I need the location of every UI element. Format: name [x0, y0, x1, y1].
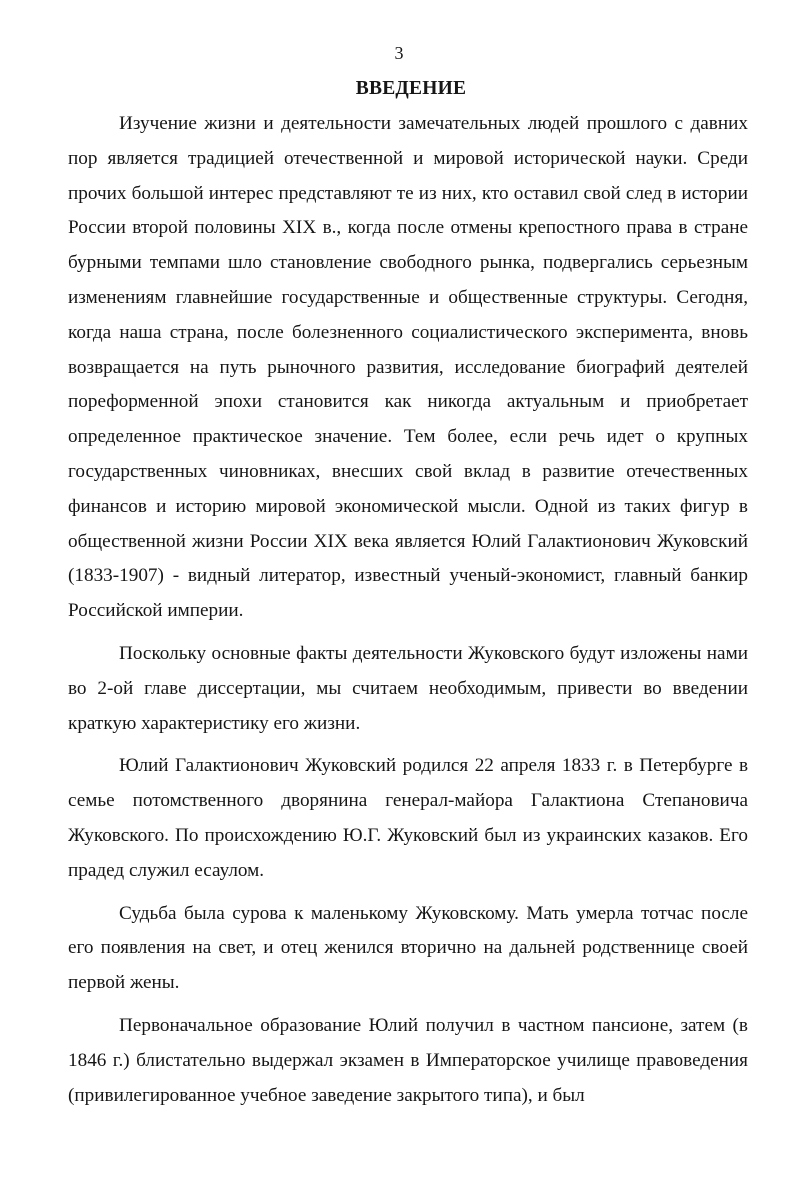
paragraph-gap	[68, 889, 748, 897]
section-heading: ВВЕДЕНИЕ	[355, 78, 467, 99]
paragraph: Поскольку основные факты деятельности Жуковского будут изложены нами во 2-ой главе диссертации, мы считаем необходимым, привести во введении краткую характеристику его жизни.	[68, 642, 748, 734]
paragraph-gap	[68, 1001, 748, 1009]
paragraph: Изучение жизни и деятельности замечательных людей прошлого с давних пор является традицией отечественной и мировой исторической науки. Среди прочих большой интерес представляют те из них, кто оставил свой след в истории России второй половины XIX в., когда после отмены крепостного права в стране бурными темпами шло становление свободного рынка, подвергались серьезным изменениям главнейшие государственные и общественные структуры. Сегодня, когда наша страна, после болезненного социалистического эксперимента, вновь возвращается на путь рыночного развития, исследование биографий деятелей пореформенной эпохи становится как никогда актуальным и приобретает определенное практическое значение. Тем более, если речь идет о крупных государственных чиновниках, внесших свой вклад в развитие отечественных финансов и историю мировой экономической мысли. Одной из таких фигур в общественной жизни России XIX века является Юлий Галактионович Жуковский (1833-1907) - видный литератор, известный ученый-экономист, главный банкир Российской империи.	[68, 113, 748, 622]
paragraph: Первоначальное образование Юлий получил в частном пансионе, затем (в 1846 г.) блистательно выдержал экзамен в Императорское училище правоведения (привилегированное учебное заведение закрытого типа), и был	[68, 1014, 748, 1106]
paragraph: Судьба была сурова к маленькому Жуковскому. Мать умерла тотчас после его появления на свет, и отец женился вторично на дальней родственнице своей первой жены.	[68, 902, 748, 994]
page-number: 3	[394, 43, 404, 63]
body-text	[68, 107, 748, 1113]
paragraph: Юлий Галактионович Жуковский родился 22 апреля 1833 г. в Петербурге в семье потомственного дворянина генерал-майора Галактиона Степановича Жуковского. По происхождению Ю.Г. Жуковский был из украинских казаков. Его прадед служил есаулом.	[68, 755, 748, 881]
paragraph-gap	[68, 629, 748, 637]
paragraph-gap	[68, 741, 748, 749]
